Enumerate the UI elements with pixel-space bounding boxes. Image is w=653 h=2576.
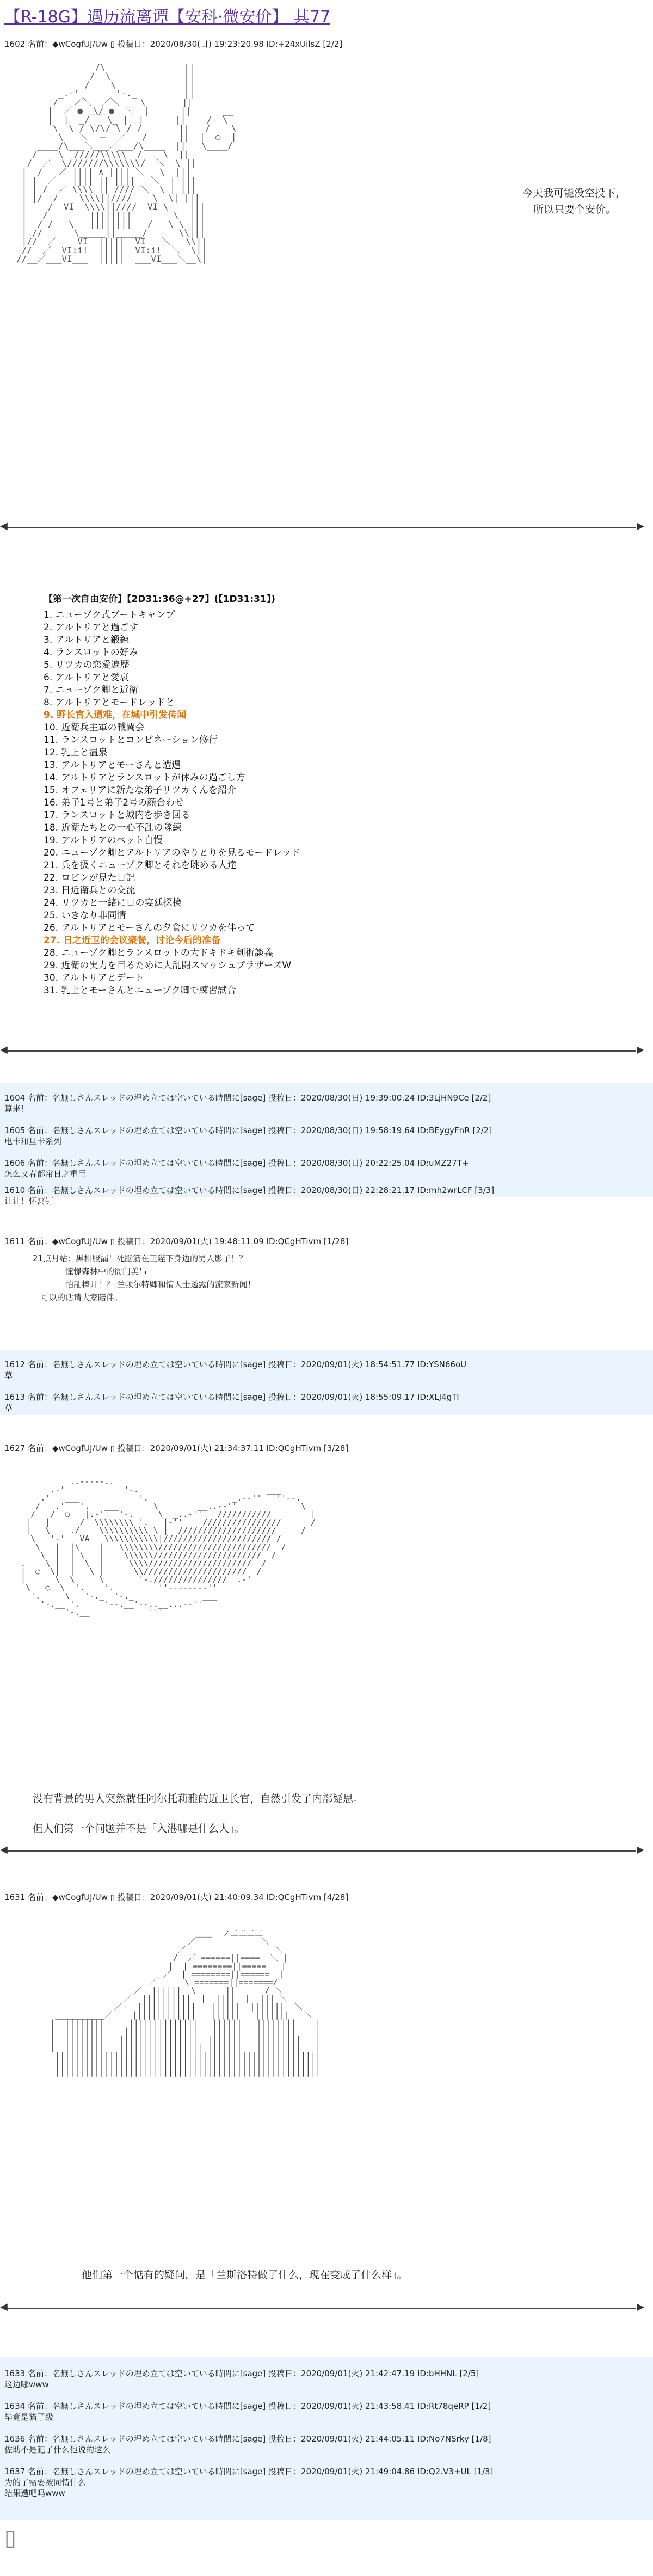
anchor-list-item: 24. リツカと一緒に日の宴廷探検 [44, 897, 182, 908]
separator [4, 1050, 636, 1052]
speech-text [522, 185, 626, 218]
anchor-list-item: 13. アルトリアとモーさんと遭遇 [44, 760, 181, 771]
anchor-list-item: 19. アルトリアのペット自慢 [44, 835, 163, 846]
post-header: 1602 名前：◆wCogfUJ/Uw ▯ 投稿日：2020/08/30(日) 19:23:20.98 ID:+24xUilsZ [2/2] [4, 39, 343, 49]
post-body: 毕竟是猎了级 [4, 2412, 54, 2422]
post-header: 1631 名前：◆wCogfUJ/Uw ▯ 投稿日：2020/09/01(火) 21:40:09.34 ID:QCgHTivm [4/28] [4, 1892, 349, 1902]
anchor-list-item: 14. アルトリアとランスロットが休みの過ごし方 [44, 772, 245, 783]
arrow-right-icon: ▶ [637, 2301, 644, 2313]
anchor-list-item: 29. 近衛の実力を目るために大乱闘スマッシュブラザーズW [44, 960, 292, 971]
post-body: 草 [4, 1370, 13, 1380]
anchor-list-item: 2. アルトリアと過ごす [44, 622, 138, 633]
arrow-right-icon: ▶ [637, 1844, 644, 1855]
arrow-left-icon: ◀ [0, 2301, 8, 2313]
post-header: 1606 名前：名無しさんスレッドの埋め立ては空いている時間に[sage] 投稿日：2020/08/30(日) 20:22:25.04 ID:uMZ27T+ [4, 1158, 469, 1168]
anchor-list-item: 12. 乳上と温泉 [44, 747, 108, 758]
anchor-list-item: 25. いきなり非同情 [44, 910, 126, 921]
anchor-list-item: 26. アルトリアとモーさんの夕食にリツカを伴って [44, 923, 255, 933]
anchor-list-item: 9. 野长官入遭难，在城中引发传闻 [44, 710, 187, 721]
anchor-list-item: 15. オフェリアに新たな弟子リツカくんを紹介 [44, 785, 237, 796]
post-line: 21点月站：黒相服漏！死脳筋在王陛下身边的男人影子！？ [33, 1253, 248, 1263]
arrow-right-icon: ▶ [637, 520, 644, 532]
narration: 没有背景的男人突然就任阿尔托莉雅的近卫长官，自然引发了内部疑思。 [33, 1793, 364, 1805]
post-header: 1636 名前：名無しさんスレッドの埋め立ては空いている時間に[sage] 投稿日：2020/09/01(火) 21:44:05.11 ID:No7NSrky [1/8] [4, 2434, 491, 2444]
post-body: 怎么又春都帘日之重臣 [4, 1169, 87, 1179]
arrow-left-icon: ◀ [0, 1844, 8, 1855]
arrow-left-icon: ◀ [0, 520, 8, 532]
post-header: 1611 名前：◆wCogfUJ/Uw ▯ 投稿日：2020/09/01(火) 19:48:11.09 ID:QCgHTivm [1/28] [4, 1237, 349, 1246]
post-header: 1613 名前：名無しさんスレッドの埋め立ては空いている時間に[sage] 投稿日：2020/09/01(火) 18:55:09.17 ID:XLJ4gTI [4, 1392, 459, 1402]
anchor-list-item: 3. アルトリアと鍛錬 [44, 635, 129, 645]
anchor-list-item: 30. アルトリアとデート [44, 973, 144, 983]
anchor-list-item: 5. リツカの恋愛遍歴 [44, 660, 130, 671]
ascii-art-knight: /\ || / \ || / \ || _.-' '-._ || / ／＼ ／＼ \ || | ／ ● \/ ● ＼ | || __ | | _/￣￣\_ | | || / \ \ \_/ \/\/ \_/ / || / \ \ ＼ ＝ ／ / || | ○ | ____/\___＼___／___/\____ || \____/ / \ /////\\\\\ / \ || / ／ \///////\\\\\\\/ ＼ \ || | / ／ |||| ∧ |||| ＼ \ ||| | | ／ |||| || |||| ＼ | ||| | | / ／ \\\\ || //// ＼ \ | ||| | |/ / \\\\||//// \ \| ||| | / VI \\\\||//// VI \ ||| | / ___ |||||||| ___ \ ||| | /_/ \___||||||||___/ \_\ ||| | // \_____||_____/ \\||| |// ／ VI ||||| VI ＼ \\|| // ／ VI:i! ||||| VI:i! ＼ \|| //__／___VI___ ||||| ___VI___＼__\| [16, 62, 237, 264]
anchor-list-item: 20. ニューゾク卿とアルトリアのやりとりを見るモードレッド [44, 847, 301, 858]
post-header: 1610 名前：名無しさんスレッドの埋め立ては空いている時間に[sage] 投稿日：2020/08/30(日) 22:28:21.17 ID:mh2wrLCF [3/3] [4, 1185, 495, 1195]
anchor-list-item: 8. アルトリアとモードレッドと [44, 697, 175, 708]
anchor-list [44, 593, 300, 997]
anchor-list-item: 22. ロビンが見た日記 [44, 872, 135, 883]
anchor-list-item: 21. 兵を扱くニューゾク卿とそれを眺める人達 [44, 860, 237, 871]
post-body: 这边哪www [4, 2380, 49, 2389]
narration: 但人们第一个问题并不是「入港哪是什么人」。 [33, 1823, 245, 1835]
arrow-left-icon: ◀ [0, 1044, 8, 1055]
anchor-list-item: 6. アルトリアと愛哀 [44, 672, 129, 683]
arrow-right-icon: ▶ [637, 1044, 644, 1055]
post-header: 1604 名前：名無しさんスレッドの埋め立ては空いている時間に[sage] 投稿日：2020/08/30(日) 19:39:00.24 ID:3LjHN9Ce [2/2] [4, 1093, 491, 1103]
anchor-list-item: 1. ニューゾク式ブートキャンプ [44, 610, 175, 620]
post-body [33, 1252, 256, 1304]
separator [4, 1850, 636, 1852]
anchor-list-item: 16. 弟子1号と弟子2号の顔合わせ [44, 797, 184, 808]
anchor-list-item: 18. 近衛たちとの一心不乱の隊練 [44, 822, 182, 833]
anchor-list-item: 31. 乳上とモーさんとニューゾク卿で練習試合 [44, 985, 236, 996]
post-line: 憧憬森林中的衙门美吊 [33, 1267, 147, 1276]
anchor-list-item: 4. ランスロットの好み [44, 647, 138, 658]
post-header: 1605 名前：名無しさんスレッドの埋め立ては空いている時間に[sage] 投稿日：2020/08/30(日) 19:58:19.64 ID:BEygyFnR [2/2] [4, 1126, 492, 1135]
post-header: 1627 名前：◆wCogfUJ/Uw ▯ 投稿日：2020/09/01(火) 21:34:37.11 ID:QCgHTivm [3/28] [4, 1443, 349, 1453]
anchor-list-header: 【第一次自由安价】【2D31:36@+27】(【1D31:31】) [44, 594, 276, 605]
anchor-list-item: 11. ランスロットとコンビネーション修行 [44, 735, 218, 746]
anchor-list-item: 23. 日近衛兵との交流 [44, 885, 135, 896]
post-body: 让让！怀窝钉 [4, 1196, 54, 1206]
post-line: 可以的话请大家陪伴。 [33, 1293, 123, 1302]
post-line: 怕乱棒开！？ 兰顿尔特卿和情人士透露的流家新闻！ [33, 1280, 256, 1289]
post-body: 算来！ [4, 1104, 29, 1114]
thread-title[interactable]: 【R-18G】遇历流离谭【安科·微安价】 其77 [4, 8, 331, 27]
ascii-art-figure: _..-----.._ .-' '-. ___ .' ___ '. _.--'' ''--. / .' '. ___ \ __..--'' \ / / ○ |.-' '-. \ _..-'' /////////// | | | / \\\\\\\\ '. |-'' //////////////// / | \ _./ \\\\\\\\\\ \ | //////////////////// ___/ \ '-' VA \\\\\\\\\\\|////////////////////// / \ | |\ | \\\\\\\\/////////////////////// / \ | | \ | \\\\\\////////////////////// / . \ | | \ | \\\\///////////////////// / | ○ \| | \_| \\///////////////////// / | \ \ \ '-.///////////////__.-' \ ○ \ '. '. ''--------'' '. \ '-._ '-._ ___ '-.__ '. '--.__'--..__...--'' '-.__ ''' [21, 1477, 316, 1617]
speech-line: 今天我可能没空投下， [522, 187, 626, 199]
post-header: 1637 名前：名無しさんスレッドの埋め立ては空いている時間に[sage] 投稿日：2020/09/01(火) 21:49:04.86 ID:Q2.V3+UL [1/3] [4, 2467, 494, 2476]
post-body: 结果遭吧吗www [4, 2488, 65, 2498]
anchor-list-item: 7. ニューゾク卿と近衛 [44, 685, 138, 696]
anchor-list-item: 27. 日之近卫的会议聚餐，讨论今后的准备 [44, 935, 221, 946]
post-body: 佐助不是犯了什么他说的这么 [4, 2445, 111, 2455]
anchor-list-item: 17. ランスロットと城内を歩き回る [44, 810, 190, 821]
anchor-list-item: 28. ニューゾク卿とランスロットの大ドキドキ剣術談義 [44, 948, 273, 958]
page-marker-icon: ▯ [4, 2525, 17, 2550]
separator [4, 2308, 636, 2309]
post-body: 为的了需要被同情什么 [4, 2477, 87, 2487]
post-body: 电卡和旦卡系列 [4, 1136, 62, 1146]
post-header: 1634 名前：名無しさんスレッドの埋め立ては空いている時間に[sage] 投稿日：2020/09/01(火) 21:43:58.41 ID:Rt78qeRP [1/2] [4, 2401, 491, 2411]
narration: 他们第一个惦有的疑问，是「兰斯洛特做了什么，现在变成了什么样」。 [82, 2269, 408, 2281]
post-header: 1612 名前：名無しさんスレッドの埋め立ては空いている時間に[sage] 投稿日：2020/09/01(火) 18:54:51.77 ID:YSN66oU [4, 1360, 467, 1369]
speech-line: 所以只要个安价。 [533, 204, 617, 216]
ascii-art-crowd: _ノ二二二二 ／￣￣ ＼ ／ ______________ ＼ / ／ ======||==== ＼ | | | ========||===== | ／ | ========||====== | ／￣ \ =======||=======/ ／ |||||| \______||______/ ＼ ／ |||||||||| | |||| | ||| ＼ ／ |||||||||||| |||||| ||||||| ＼ __________／ ||||||||||||| |||||| ||||||| ＼ | |||||||| |||||||||||||| |||||| |||||||| | | |||||||| ||||||||||||||| |||||| |||||||| | | |||||||| |||||||||||||||| ||||||| ||||||||| | |__||||||||___|||||||||||||||||_|||||||___|||||||||___| |||||||||||||||||||||||||||||||||||||||||||||||||||||| |||||||||||||||||||||||||||||||||||||||||||||||||||||| |||||||||||||||||||||||||||||||||||||||||||||||||||||| [50, 1928, 321, 2077]
separator [4, 527, 636, 528]
post-header: 1633 名前：名無しさんスレッドの埋め立ては空いている時間に[sage] 投稿日：2020/09/01(火) 21:42:47.19 ID:bHHNL [2/5] [4, 2369, 479, 2378]
anchor-list-item: 10. 近衛兵主軍の戦闘会 [44, 722, 145, 733]
post-body: 草 [4, 1403, 13, 1413]
